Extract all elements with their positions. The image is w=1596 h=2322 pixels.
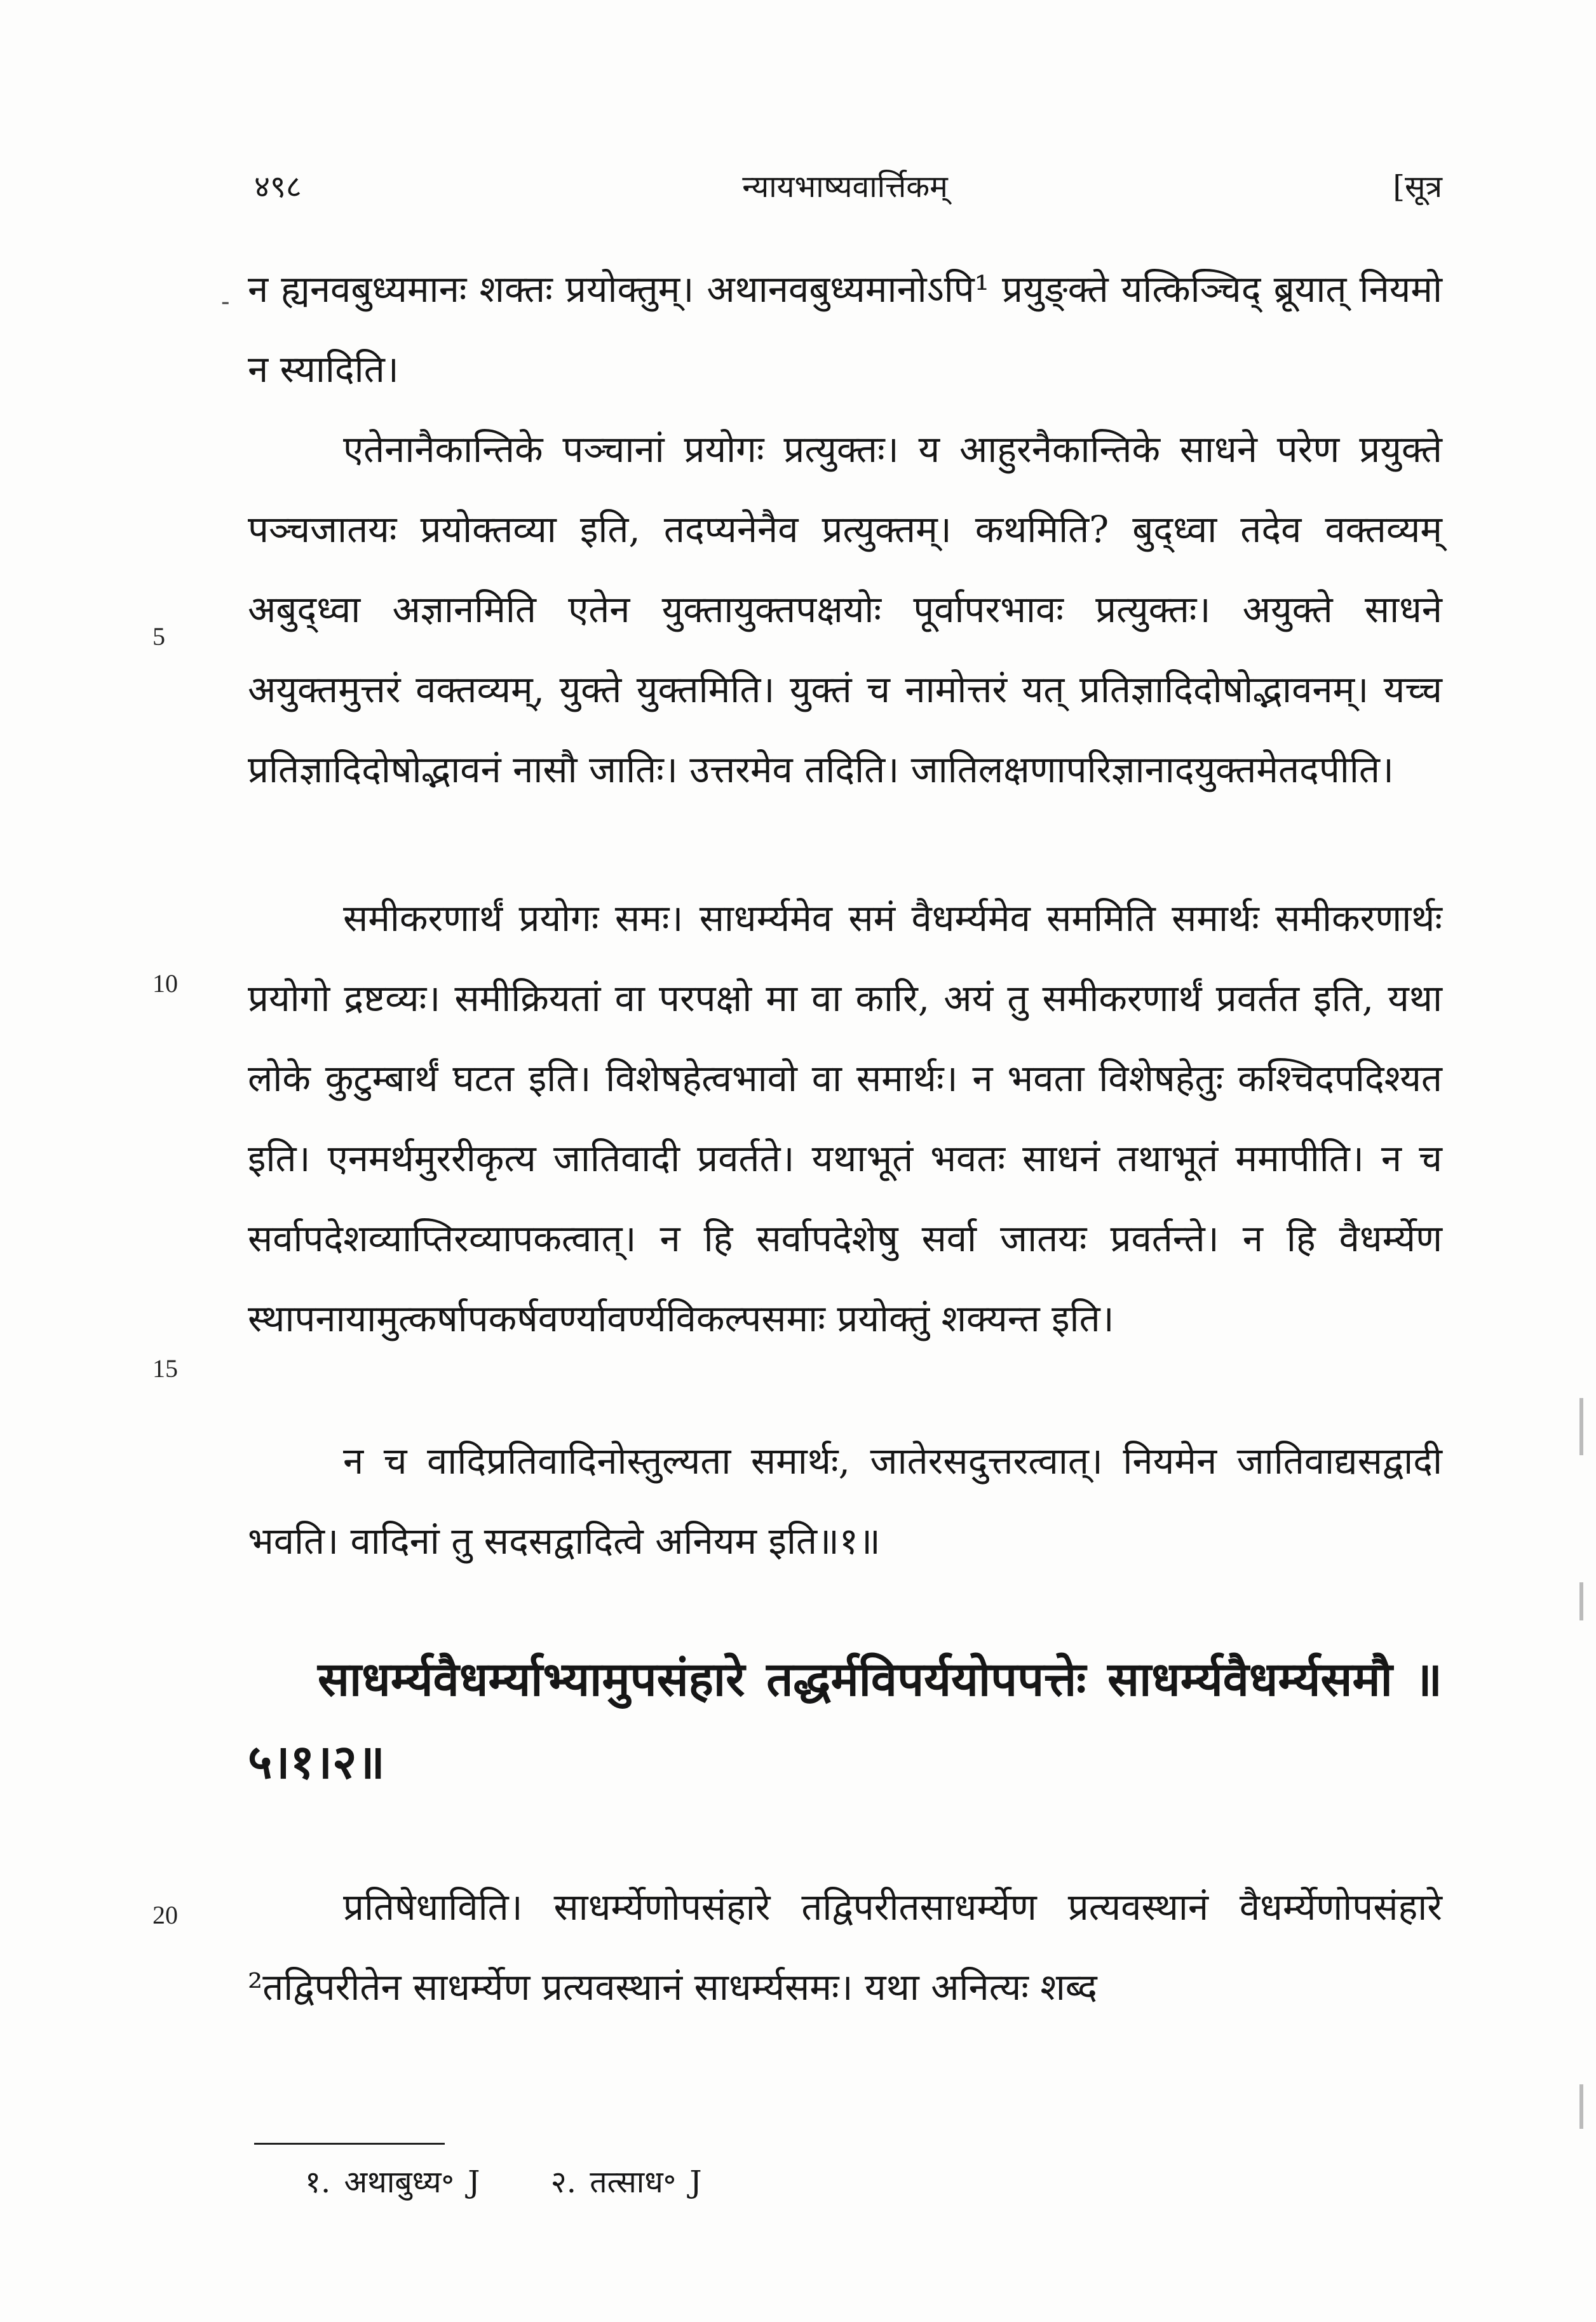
page-number: ४९८ [254,169,302,205]
commentary-block [248,1867,1442,2027]
paragraph-4: न च वादिप्रतिवादिनोस्तुल्यता समार्थः, जातेरसदुत्तरत्वात्। नियमेन जातिवाद्यसद्वादी भवति। वादिनां तु सदसद्वादित्वे अनियम इति॥१॥ [248,1439,1442,1563]
commentary-paragraph: प्रतिषेधाविति। साधर्म्येणोपसंहारे तद्विपरीतसाधर्म्येण प्रत्यवस्थानं वैधर्म्येणोपसंहारे ²तद्विपरीतेन साधर्म्येण प्रत्यवस्थानं साधर्म्यसमः। यथा अनित्यः शब्द [248,1885,1442,2009]
paragraph-3: समीकरणार्थं प्रयोगः समः। साधर्म्यमेव समं वैधर्म्यमेव सममिति समार्थः समीकरणार्थः प्रयोगो द्रष्टव्यः। समीक्रियतां वा परपक्षो मा वा कारि, अयं तु समीकरणार्थं प्रवर्तत इति, यथा लोके कुटुम्बार्थं घटत इति। विशेषहेत्वभावो वा समार्थः। न भवता विशेषहेतुः कश्चिदपदिश्यत इति। एनमर्थमुररीकृत्य जातिवादी प्रवर्तते। यथाभूतं भवतः साधनं तथाभूतं ममापीति। न च सर्वापदेशव्याप्तिरव्यापकत्वात्। न हि सर्वापदेशेषु सर्वा जातयः प्रवर्तन्ते। न हि वैधर्म्येण स्थापनायामुत्कर्षापकर्षवर्ण्यावर्ण्यविकल्पसमाः प्रयोक्तुं शक्यन्त इति। [248,897,1442,1340]
line-number-15: 15 [152,1354,178,1383]
scan-artifact [1579,1398,1583,1455]
paragraph-1: न ह्यनवबुध्यमानः शक्तः प्रयोक्तुम्। अथानवबुध्यमानोऽपि¹ प्रयुङ्क्ते यत्किञ्चिद् ब्रूयात् नियमो न स्यादिति। [248,268,1442,391]
line-number-20: 20 [152,1901,178,1929]
section-marker: [सूत्र [1393,169,1442,205]
footnote-2: २. तत्साध॰ J [550,2164,702,2200]
running-header [248,165,1442,216]
scan-artifact-2 [1579,1582,1583,1620]
main-text-3 [248,878,1442,1359]
margin-mark: - [221,287,230,316]
line-number-10: 10 [152,969,178,998]
footnote-rule [254,2143,445,2145]
line-number-5: 5 [152,622,165,651]
main-text-4 [248,1421,1442,1581]
scan-artifact-3 [1579,2084,1583,2129]
sutra-heading: साधर्म्यवैधर्म्याभ्यामुपसंहारे तद्धर्मविपर्ययोपपत्तेः साधर्म्यवैधर्म्यसमौ ॥५।१।२॥ [248,1652,1442,1789]
main-text [248,249,1442,409]
paragraph-2: एतेनानैकान्तिके पञ्चानां प्रयोगः प्रत्युक्तः। य आहुरनैकान्तिके साधने परेण प्रयुक्ते पञ्चजातयः प्रयोक्तव्या इति, तदप्यनेनैव प्रत्युक्तम्। कथमिति? बुद्ध्वा तदेव वक्तव्यम् अबुद्ध्वा अज्ञानमिति एतेन युक्तायुक्तपक्षयोः पूर्वापरभावः प्रत्युक्तः। अयुक्ते साधने अयुक्तमुत्तरं वक्तव्यम्, युक्ते युक्तमिति। युक्तं च नामोत्तरं यत् प्रतिज्ञादिदोषोद्भावनम्। यच्च प्रतिज्ञादिदोषोद्भावनं नासौ जातिः। उत्तरमेव तदिति। जातिलक्षणापरिज्ञानादयुक्तमेतदपीति। [248,428,1442,791]
running-title: न्यायभाष्यवार्त्तिकम् [742,169,948,205]
main-text-2 [248,409,1442,810]
footnote-1: १. अथाबुध्य॰ J [305,2164,480,2200]
footnotes [305,2161,759,2202]
